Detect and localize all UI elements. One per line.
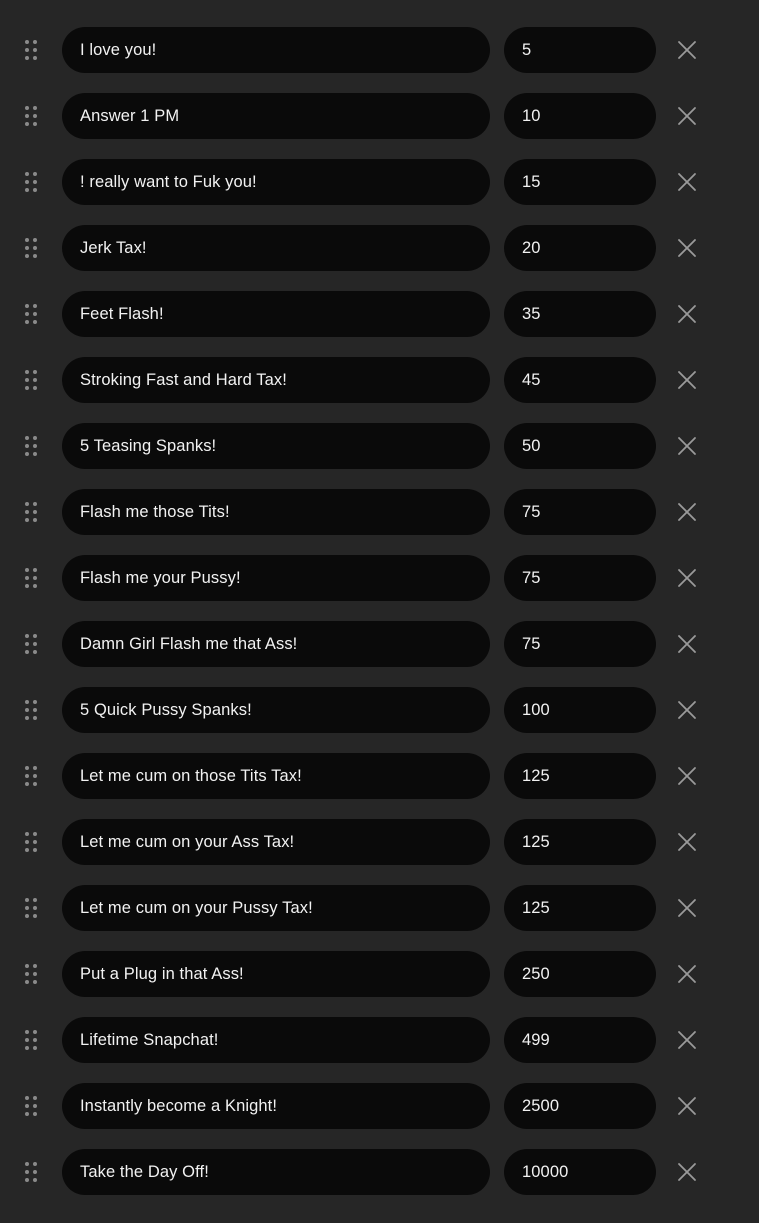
item-label-input[interactable]: [62, 621, 490, 667]
drag-handle[interactable]: [0, 502, 62, 523]
list-item: [0, 616, 759, 672]
drag-handle-icon: [25, 634, 38, 655]
item-price-value: 50: [522, 436, 541, 455]
drag-handle[interactable]: [0, 1096, 62, 1117]
item-price-value: 499: [522, 1030, 550, 1049]
drag-handle[interactable]: [0, 832, 62, 853]
list-item: [0, 220, 759, 276]
item-label-input[interactable]: [62, 423, 490, 469]
drag-handle-icon: [25, 766, 38, 787]
item-price-input[interactable]: [504, 1149, 656, 1195]
item-label-input[interactable]: [62, 159, 490, 205]
remove-item-button[interactable]: [656, 39, 718, 61]
item-label-input[interactable]: [62, 225, 490, 271]
item-price-input[interactable]: [504, 621, 656, 667]
list-item: [0, 748, 759, 804]
close-icon: [676, 237, 698, 259]
list-item: [0, 946, 759, 1002]
drag-handle[interactable]: [0, 238, 62, 259]
close-icon: [676, 435, 698, 457]
item-price-input[interactable]: [504, 423, 656, 469]
item-price-input[interactable]: [504, 687, 656, 733]
close-icon: [676, 501, 698, 523]
drag-handle[interactable]: [0, 436, 62, 457]
close-icon: [676, 369, 698, 391]
item-label-value: Feet Flash!: [80, 304, 164, 323]
remove-item-button[interactable]: [656, 1095, 718, 1117]
drag-handle-icon: [25, 172, 38, 193]
close-icon: [676, 1161, 698, 1183]
remove-item-button[interactable]: [656, 303, 718, 325]
remove-item-button[interactable]: [656, 501, 718, 523]
drag-handle-icon: [25, 700, 38, 721]
list-item: [0, 682, 759, 738]
close-icon: [676, 1029, 698, 1051]
item-price-input[interactable]: [504, 819, 656, 865]
item-price-value: 20: [522, 238, 541, 257]
drag-handle[interactable]: [0, 700, 62, 721]
close-icon: [676, 963, 698, 985]
close-icon: [676, 897, 698, 919]
item-label-input[interactable]: [62, 1017, 490, 1063]
item-price-input[interactable]: [504, 555, 656, 601]
list-item: [0, 352, 759, 408]
close-icon: [676, 765, 698, 787]
list-item: [0, 550, 759, 606]
remove-item-button[interactable]: [656, 567, 718, 589]
item-label-value: Put a Plug in that Ass!: [80, 964, 244, 983]
drag-handle[interactable]: [0, 172, 62, 193]
drag-handle-icon: [25, 106, 38, 127]
list-item: [0, 880, 759, 936]
item-price-input[interactable]: [504, 489, 656, 535]
item-label-value: I love you!: [80, 40, 157, 59]
item-price-value: 125: [522, 832, 550, 851]
remove-item-button[interactable]: [656, 633, 718, 655]
item-label-value: Instantly become a Knight!: [80, 1096, 278, 1115]
list-item: [0, 1144, 759, 1200]
list-item: [0, 286, 759, 342]
drag-handle[interactable]: [0, 964, 62, 985]
item-label-input[interactable]: [62, 753, 490, 799]
close-icon: [676, 39, 698, 61]
item-label-value: 5 Teasing Spanks!: [80, 436, 217, 455]
item-label-input[interactable]: [62, 93, 490, 139]
remove-item-button[interactable]: [656, 831, 718, 853]
item-label-input[interactable]: [62, 27, 490, 73]
item-label-input[interactable]: [62, 291, 490, 337]
item-price-input[interactable]: [504, 951, 656, 997]
remove-item-button[interactable]: [656, 1161, 718, 1183]
drag-handle[interactable]: [0, 568, 62, 589]
drag-handle[interactable]: [0, 766, 62, 787]
item-price-input[interactable]: [504, 159, 656, 205]
list-item: [0, 22, 759, 78]
item-price-input[interactable]: [504, 27, 656, 73]
list-item: [0, 1078, 759, 1134]
drag-handle-icon: [25, 436, 38, 457]
remove-item-button[interactable]: [656, 369, 718, 391]
drag-handle-icon: [25, 832, 38, 853]
close-icon: [676, 303, 698, 325]
list-item: [0, 814, 759, 870]
item-label-input[interactable]: [62, 951, 490, 997]
item-label-input[interactable]: [62, 489, 490, 535]
drag-handle-icon: [25, 1030, 38, 1051]
item-price-input[interactable]: [504, 93, 656, 139]
item-price-value: 15: [522, 172, 541, 191]
remove-item-button[interactable]: [656, 963, 718, 985]
item-price-value: 125: [522, 766, 550, 785]
item-label-value: Let me cum on those Tits Tax!: [80, 766, 302, 785]
item-label-input[interactable]: [62, 555, 490, 601]
drag-handle-icon: [25, 238, 38, 259]
item-price-value: 35: [522, 304, 541, 323]
item-label-input[interactable]: [62, 819, 490, 865]
item-price-value: 5: [522, 40, 532, 59]
item-label-value: Flash me your Pussy!: [80, 568, 241, 587]
drag-handle-icon: [25, 964, 38, 985]
list-item: [0, 1012, 759, 1068]
item-label-input[interactable]: [62, 1083, 490, 1129]
item-price-value: 125: [522, 898, 550, 917]
item-price-value: 250: [522, 964, 550, 983]
drag-handle-icon: [25, 568, 38, 589]
item-label-input[interactable]: [62, 1149, 490, 1195]
drag-handle[interactable]: [0, 634, 62, 655]
remove-item-button[interactable]: [656, 237, 718, 259]
close-icon: [676, 831, 698, 853]
item-price-value: 2500: [522, 1096, 560, 1115]
drag-handle[interactable]: [0, 1162, 62, 1183]
item-label-value: Let me cum on your Pussy Tax!: [80, 898, 313, 917]
list-item: [0, 418, 759, 474]
remove-item-button[interactable]: [656, 765, 718, 787]
remove-item-button[interactable]: [656, 435, 718, 457]
close-icon: [676, 633, 698, 655]
item-price-value: 45: [522, 370, 541, 389]
item-price-value: 75: [522, 568, 541, 587]
item-label-value: Lifetime Snapchat!: [80, 1030, 219, 1049]
item-price-input[interactable]: [504, 1083, 656, 1129]
item-label-value: Stroking Fast and Hard Tax!: [80, 370, 287, 389]
item-label-input[interactable]: [62, 357, 490, 403]
item-price-input[interactable]: [504, 357, 656, 403]
item-label-value: Damn Girl Flash me that Ass!: [80, 634, 298, 653]
item-price-value: 75: [522, 634, 541, 653]
item-price-input[interactable]: [504, 1017, 656, 1063]
drag-handle-icon: [25, 40, 38, 61]
close-icon: [676, 1095, 698, 1117]
close-icon: [676, 105, 698, 127]
item-label-input[interactable]: [62, 687, 490, 733]
drag-handle[interactable]: [0, 106, 62, 127]
drag-handle-icon: [25, 898, 38, 919]
item-label-input[interactable]: [62, 885, 490, 931]
item-price-input[interactable]: [504, 291, 656, 337]
drag-handle-icon: [25, 502, 38, 523]
drag-handle-icon: [25, 1096, 38, 1117]
close-icon: [676, 171, 698, 193]
item-price-input[interactable]: [504, 885, 656, 931]
item-price-value: 100: [522, 700, 550, 719]
remove-item-button[interactable]: [656, 1029, 718, 1051]
remove-item-button[interactable]: [656, 171, 718, 193]
remove-item-button[interactable]: [656, 897, 718, 919]
remove-item-button[interactable]: [656, 699, 718, 721]
drag-handle[interactable]: [0, 1030, 62, 1051]
list-item: [0, 88, 759, 144]
drag-handle[interactable]: [0, 370, 62, 391]
list-item: [0, 484, 759, 540]
item-label-value: Let me cum on your Ass Tax!: [80, 832, 295, 851]
drag-handle[interactable]: [0, 40, 62, 61]
item-label-value: Jerk Tax!: [80, 238, 147, 257]
drag-handle-icon: [25, 370, 38, 391]
drag-handle[interactable]: [0, 898, 62, 919]
drag-handle-icon: [25, 304, 38, 325]
list-item: [0, 154, 759, 210]
item-price-value: 75: [522, 502, 541, 521]
close-icon: [676, 699, 698, 721]
item-label-value: Answer 1 PM: [80, 106, 180, 125]
close-icon: [676, 567, 698, 589]
item-price-input[interactable]: [504, 753, 656, 799]
drag-handle-icon: [25, 1162, 38, 1183]
item-price-value: 10: [522, 106, 541, 125]
remove-item-button[interactable]: [656, 105, 718, 127]
item-label-value: 5 Quick Pussy Spanks!: [80, 700, 252, 719]
item-label-value: ! really want to Fuk you!: [80, 172, 257, 191]
item-price-value: 10000: [522, 1162, 569, 1181]
item-label-value: Take the Day Off!: [80, 1162, 209, 1181]
item-label-value: Flash me those Tits!: [80, 502, 230, 521]
item-price-input[interactable]: [504, 225, 656, 271]
drag-handle[interactable]: [0, 304, 62, 325]
